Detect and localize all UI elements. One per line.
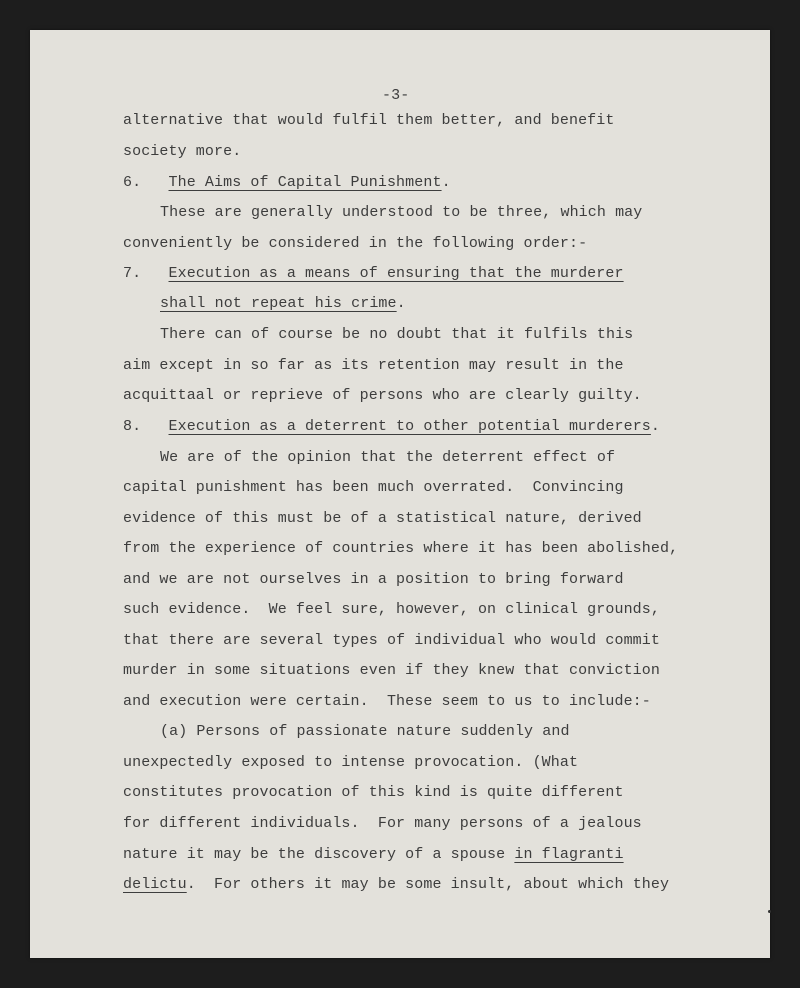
text-line: murder in some situations even if they knew that conviction: [123, 662, 660, 679]
page-number: -3-: [382, 87, 410, 104]
text-line: society more.: [123, 143, 242, 160]
document-page: [30, 30, 770, 958]
text-line: and execution were certain. These seem to us to include:-: [123, 693, 651, 710]
text-line: [123, 174, 451, 192]
text-line: There can of course be no doubt that it fulfils this: [160, 326, 634, 343]
ink-mark: [768, 910, 771, 913]
text-line: [123, 846, 624, 864]
text-line: These are generally understood to be three, which may: [160, 204, 643, 221]
text-segment: .: [441, 174, 451, 191]
text-line: evidence of this must be of a statistical nature, derived: [123, 510, 642, 527]
text-segment: .: [650, 418, 661, 435]
text-segment: . For others it may be some insult, about which they: [186, 876, 670, 893]
text-line: unexpectedly exposed to intense provocation. (What: [123, 754, 579, 771]
underlined-heading-text: delictu: [123, 876, 187, 893]
text-segment: 7.: [123, 265, 169, 282]
text-line: alternative that would fulfil them better, and benefit: [123, 112, 615, 129]
underlined-heading-text: Execution as a deterrent to other potential murderers: [168, 418, 651, 435]
text-line: for different individuals. For many persons of a jealous: [123, 815, 642, 832]
underlined-heading-text: shall not repeat his crime: [160, 295, 397, 312]
text-line: aim except in so far as its retention may result in the: [123, 357, 624, 374]
text-line: acquittaal or reprieve of persons who are clearly guilty.: [123, 387, 642, 404]
text-line: [123, 265, 624, 283]
text-line: conveniently be considered in the following order:-: [123, 235, 588, 252]
underlined-heading-text: Execution as a means of ensuring that the murderer: [168, 265, 624, 282]
underlined-heading-text: The Aims of Capital Punishment: [168, 174, 442, 191]
text-line: [123, 876, 669, 894]
text-line: [123, 418, 660, 436]
text-line: (a) Persons of passionate nature suddenly and: [160, 723, 570, 740]
text-line: We are of the opinion that the deterrent effect of: [160, 449, 616, 466]
text-line: that there are several types of individual who would commit: [123, 632, 660, 649]
text-segment: 8.: [123, 418, 169, 435]
text-segment: nature it may be the discovery of a spouse: [123, 846, 515, 863]
text-line: constitutes provocation of this kind is quite different: [123, 784, 624, 801]
text-line: [160, 295, 406, 313]
text-line: capital punishment has been much overrated. Convincing: [123, 479, 624, 496]
underlined-heading-text: in flagranti: [514, 846, 624, 863]
text-line: and we are not ourselves in a position to bring forward: [123, 571, 624, 588]
text-segment: 6.: [123, 174, 169, 191]
text-line: from the experience of countries where it has been abolished,: [123, 540, 679, 557]
text-line: such evidence. We feel sure, however, on clinical grounds,: [123, 601, 660, 618]
text-segment: .: [396, 295, 406, 312]
